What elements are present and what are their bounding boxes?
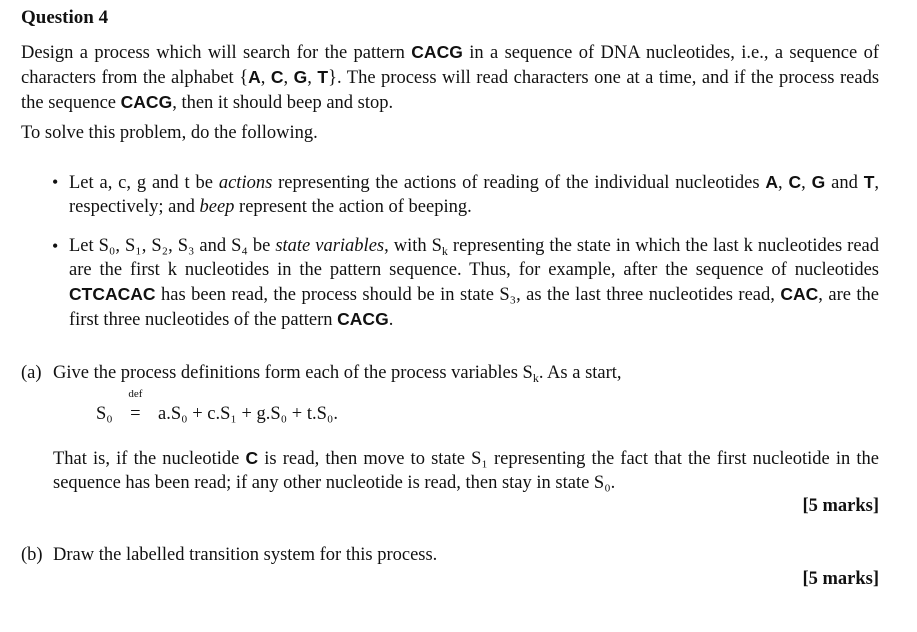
text-span: , — [260, 68, 271, 88]
question-heading: Question 4 — [21, 7, 109, 28]
text-span: CTCACAC — [69, 284, 156, 304]
equals-sign: = — [130, 404, 141, 424]
text-span: is read, then move to state S₁ representing the fact that the first nucleotide in the sequence has been read; if any other nucleotide is read, then stay in state S₀. — [53, 449, 879, 493]
text-span: representing the state in which the last k nucleotides read are the first k nucleotides in the pattern sequence. Thus, for example, after the sequence of nucleotides — [69, 236, 879, 280]
text-span: state variables — [275, 236, 385, 256]
def-equals-symbol — [123, 388, 147, 426]
text-span: Design a process which will search for the pattern — [21, 43, 412, 63]
text-span: has been read, the process should be in state S₃, as the last three nucleotides read, — [155, 285, 781, 305]
text-span: , then it should beep and stop. — [172, 93, 394, 113]
part-a-explanation — [53, 446, 879, 495]
text-span: Let S₀, S₁, S₂, S₃ and S₄ be — [69, 236, 276, 256]
part-b-marks: [5 marks] — [802, 569, 879, 589]
intro-paragraph — [21, 40, 879, 115]
bullet-actions — [69, 170, 879, 219]
text-span: Give the process definitions form each of the process variables S — [53, 363, 533, 383]
part-b-question: Draw the labelled transition system for this process. — [53, 545, 438, 565]
part-a-question — [53, 361, 879, 385]
text-span: actions — [218, 173, 273, 193]
text-span: That is, if the nucleotide — [53, 449, 246, 469]
text-span: k — [441, 244, 448, 258]
part-b-label: (b) — [21, 545, 43, 565]
bullet-marker-actions: • — [52, 172, 59, 192]
text-span: C — [245, 448, 259, 468]
text-span: , — [801, 173, 812, 193]
text-span: , are the first three nucleotides of the pattern — [69, 285, 879, 330]
part-a-marks: [5 marks] — [802, 496, 879, 516]
text-span: , with S — [384, 236, 442, 256]
text-span: . As a start, — [538, 363, 622, 383]
text-span: Let a, c, g and t be — [69, 173, 219, 193]
text-span: , — [283, 68, 294, 88]
text-span: CACG — [120, 92, 173, 112]
text-span: CACG — [337, 309, 389, 329]
text-span: A — [765, 172, 779, 192]
def-label: def — [128, 388, 143, 400]
text-span: CACG — [411, 42, 463, 62]
text-span: represent the action of beeping. — [234, 197, 472, 217]
text-span: G — [811, 172, 826, 192]
text-span: and — [825, 173, 864, 193]
text-span: representing the actions of reading of the individual nucleotides — [272, 173, 766, 193]
text-span: . — [388, 310, 394, 330]
instruction-text: To solve this problem, do the following. — [21, 123, 318, 143]
text-span: , — [778, 173, 789, 193]
text-span: , respectively; and — [69, 173, 880, 217]
formula-rhs: a.S₀ + c.S₁ + g.S₀ + t.S₀. — [158, 404, 338, 424]
process-definition-formula — [96, 388, 338, 426]
formula-lhs: S₀ — [96, 404, 113, 424]
text-span: , — [307, 68, 318, 88]
part-a-label: (a) — [21, 363, 42, 383]
text-span: A — [248, 67, 261, 87]
text-span: C — [788, 172, 802, 192]
text-span: beep — [199, 197, 235, 217]
text-span: G — [293, 67, 308, 87]
text-span: C — [270, 67, 284, 87]
bullet-state-variables — [69, 234, 879, 332]
text-span: T — [863, 172, 875, 192]
bullet-marker-states: • — [52, 236, 59, 256]
text-span: CAC — [780, 284, 819, 304]
text-span: T — [317, 67, 329, 87]
text-span: k — [532, 371, 539, 385]
text-span: }. The process will read characters one at a time, and if the process reads the sequence — [21, 68, 880, 113]
text-span: in a sequence of DNA nucleotides, i.e., a sequence of characters from the alphabet { — [21, 43, 880, 88]
